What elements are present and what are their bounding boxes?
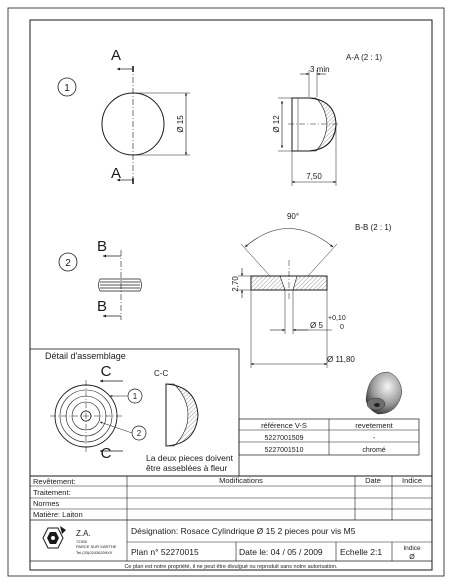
indice-label: Indice bbox=[403, 545, 421, 552]
ref-table-header-reference: référence V-S bbox=[261, 421, 307, 430]
company-tel: Tel.(33)02436209XX bbox=[76, 550, 113, 555]
indice-value: Ø bbox=[409, 554, 415, 561]
revetement-label: Revêtement: bbox=[33, 477, 76, 486]
traitement-label: Traitement: bbox=[33, 488, 71, 497]
view-aa-label: A-A (2 : 1) bbox=[346, 53, 383, 62]
section-c-label-top: C bbox=[100, 363, 112, 380]
section-a-label-bottom: A bbox=[110, 165, 122, 182]
part-2-threaded-side bbox=[99, 279, 142, 291]
designation: Désignation: Rosace Cylindrique Ø 15 2 pieces pour vis M5 bbox=[131, 526, 356, 536]
view-2-callout: 2 bbox=[65, 258, 71, 269]
company-city: PARCE SUR SARTHE bbox=[76, 544, 117, 549]
part-1-section-hatch bbox=[309, 98, 336, 151]
dim-height-270: 2,70 bbox=[231, 276, 240, 292]
view-1-callout: 1 bbox=[64, 83, 70, 94]
assembly-callout-1: 1 bbox=[132, 392, 138, 401]
part-2-section-hatch-left bbox=[251, 276, 285, 290]
dim-diameter-15: Ø 15 bbox=[176, 115, 185, 133]
ref-table-cell: chromé bbox=[362, 447, 386, 454]
ref-table-header-revetement: revetement bbox=[355, 421, 393, 430]
inner-frame bbox=[30, 20, 432, 570]
title-block bbox=[30, 476, 432, 570]
company-postcode: 72300 bbox=[76, 539, 88, 544]
company-logo bbox=[43, 526, 66, 548]
company-name: Z.A. bbox=[76, 529, 91, 538]
assembly-callout-2: 2 bbox=[136, 429, 142, 438]
part-2-section-hatch-right bbox=[293, 276, 327, 290]
matiere-label: Matière: Laiton bbox=[33, 510, 83, 519]
section-b-label-bottom: B bbox=[96, 298, 108, 315]
ownership-footer: Ce plan est notre propriété, il ne peut être divulgué ou reproduit sans notre autorisation. bbox=[124, 564, 338, 570]
view-bb-label: B-B (2 : 1) bbox=[355, 223, 392, 232]
plan-number: Plan n° 52270015 bbox=[131, 547, 199, 557]
dim-min-3: 3 min bbox=[310, 65, 330, 74]
indice-header: Indice bbox=[401, 476, 423, 485]
assembly-title: Détail d'assemblage bbox=[45, 351, 126, 361]
reference-table bbox=[239, 419, 419, 455]
dim-length-750: 7,50 bbox=[306, 172, 322, 181]
assembly-section-hatch bbox=[166, 384, 198, 446]
dim-tolerance-plus: +0,10 bbox=[328, 315, 346, 322]
dim-tolerance-zero: 0 bbox=[340, 324, 344, 331]
dim-diameter-1180: Ø 11,80 bbox=[327, 355, 355, 364]
modifications-header: Modifications bbox=[219, 476, 263, 485]
dim-diameter-12: Ø 12 bbox=[272, 115, 281, 133]
date-header: Date bbox=[365, 476, 381, 485]
ref-table-cell: 5227001510 bbox=[264, 447, 304, 454]
section-b-label-top: B bbox=[96, 238, 108, 255]
section-c-label-bottom: C bbox=[100, 445, 112, 462]
normes-label: Normes bbox=[33, 499, 60, 508]
section-a-label-top: A bbox=[110, 47, 122, 64]
assembly-note-line1: La deux pieces doivent bbox=[146, 453, 233, 463]
part-3d-render bbox=[366, 372, 402, 414]
dim-diameter-5: Ø 5 bbox=[310, 321, 323, 330]
drawing-date: Date le: 04 / 05 / 2009 bbox=[239, 547, 323, 557]
dim-angle-90: 90° bbox=[286, 212, 300, 221]
ref-table-cell: - bbox=[372, 435, 376, 442]
view-cc-label: C-C bbox=[154, 369, 169, 378]
ref-table-cell: 5227001509 bbox=[264, 435, 304, 442]
assembly-note-line2: être asseblées à fleur bbox=[146, 463, 228, 473]
drawing-scale: Echelle 2:1 bbox=[340, 547, 383, 557]
